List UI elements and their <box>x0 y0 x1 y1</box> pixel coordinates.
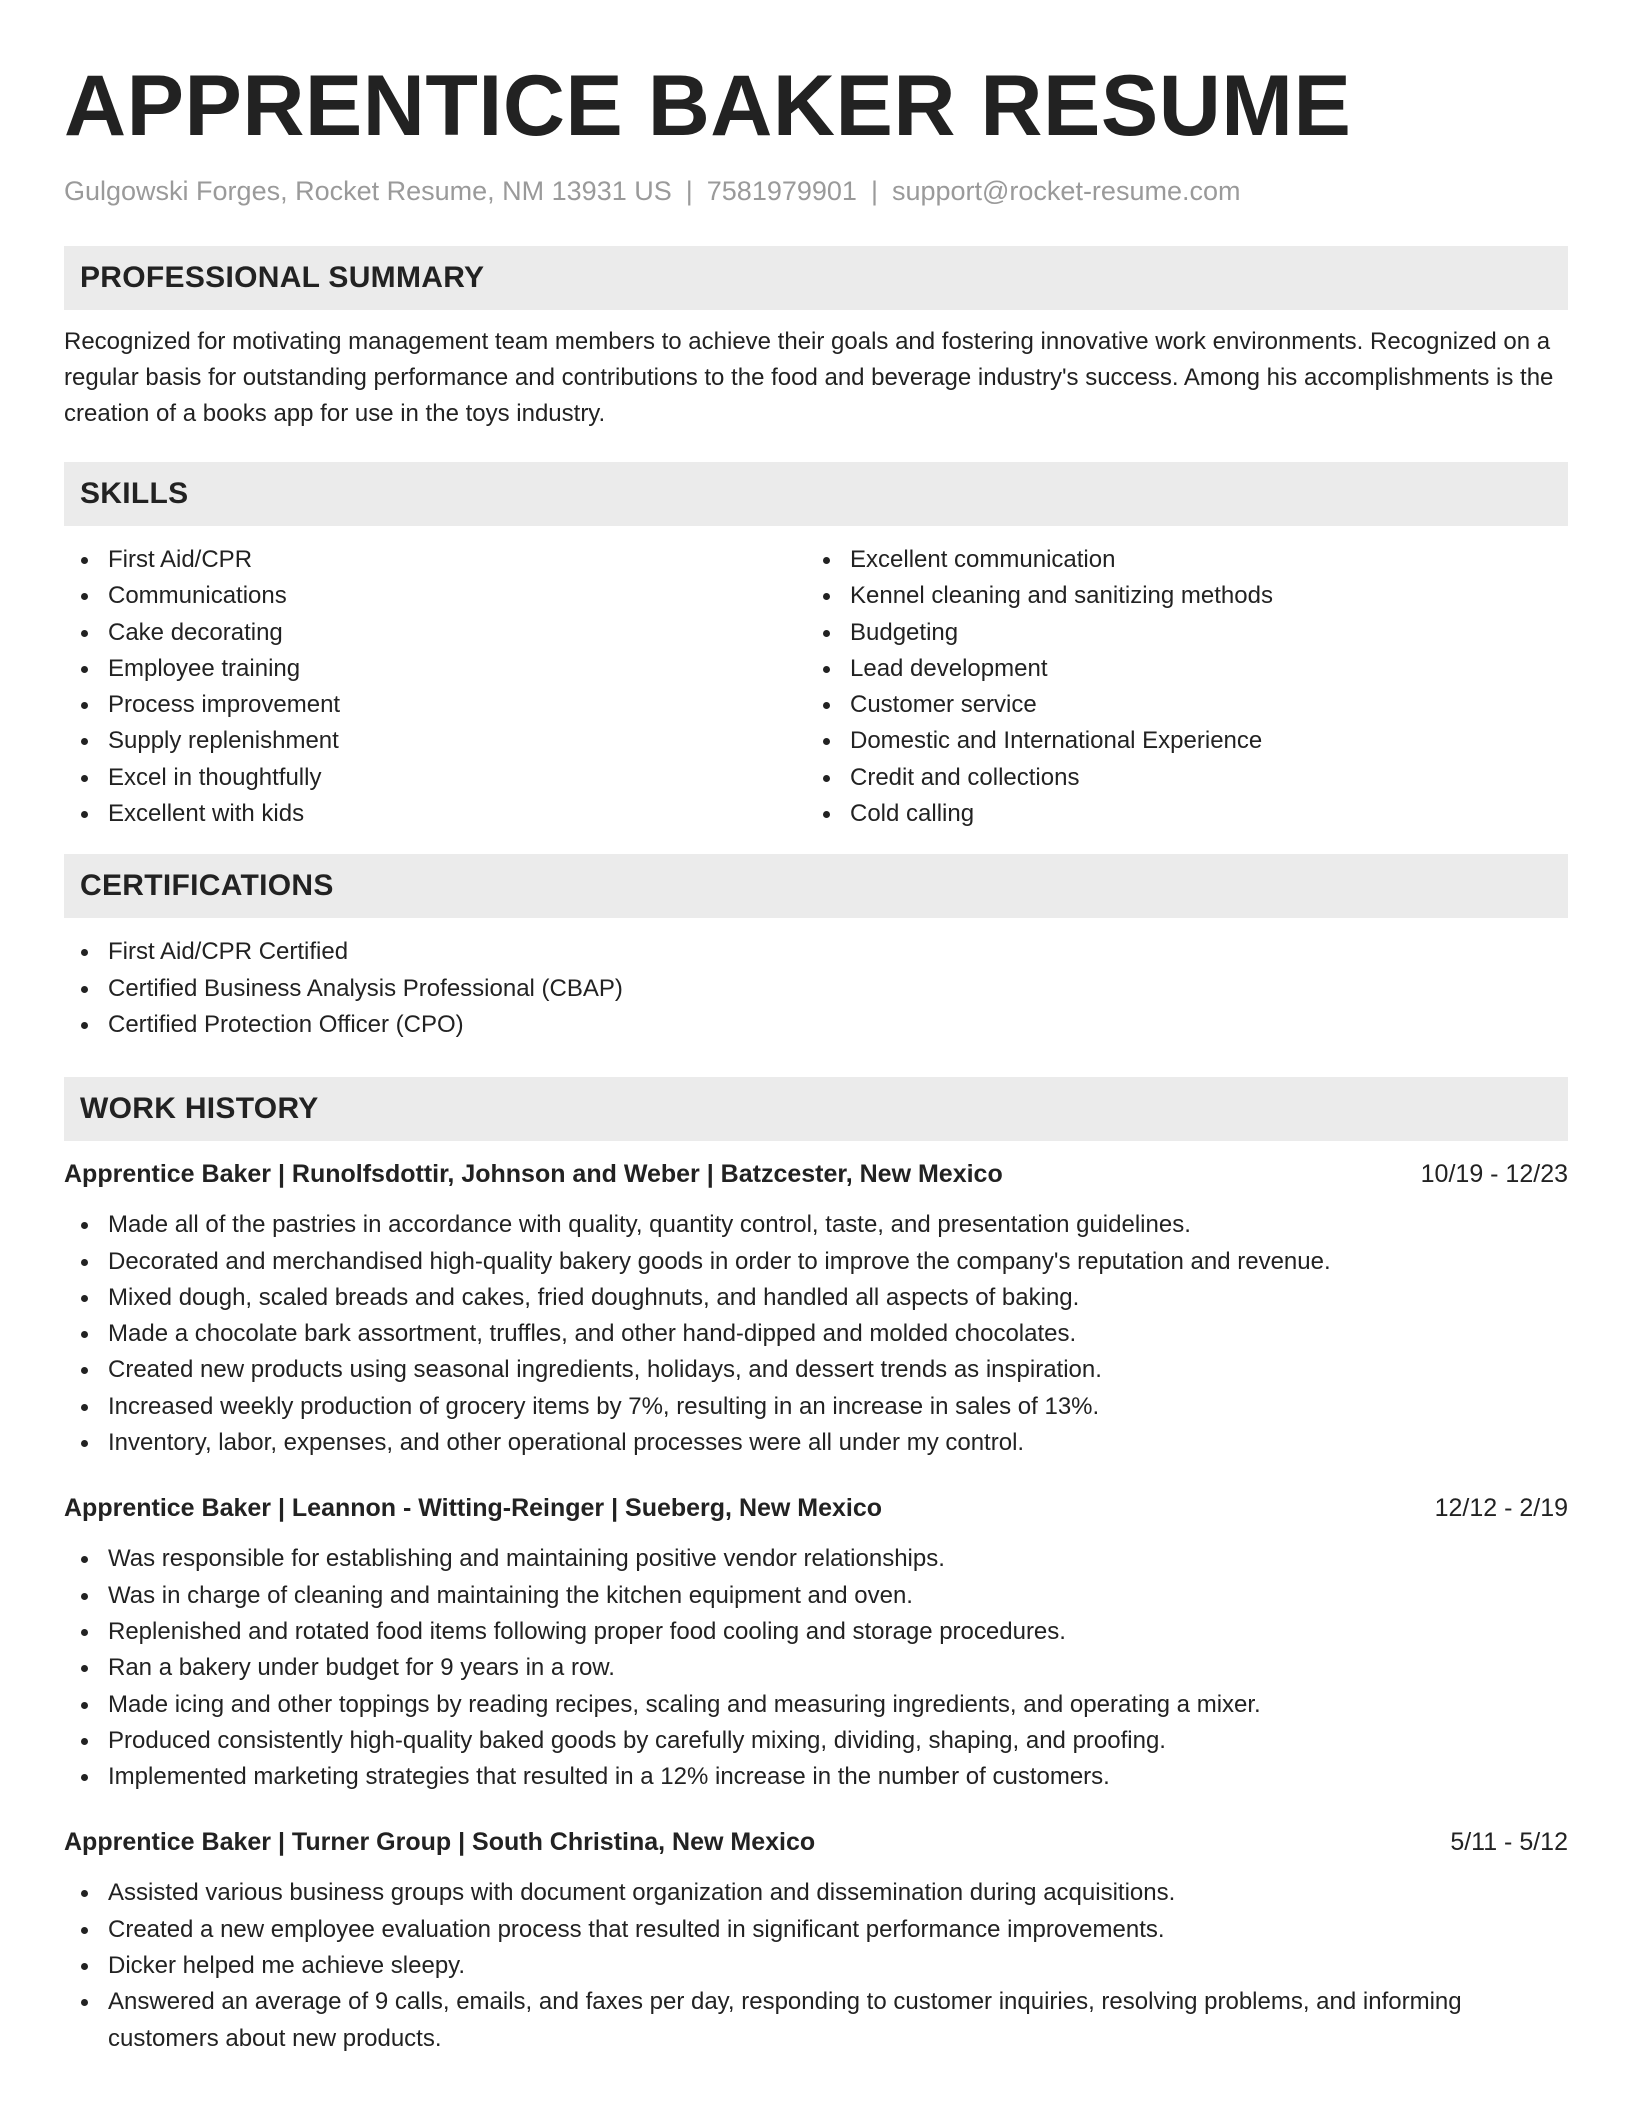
contact-line <box>64 174 1568 208</box>
job-bullet: Dicker helped me achieve sleepy. <box>64 1948 1568 1984</box>
job-entry <box>64 1157 1568 1461</box>
skills-heading: SKILLS <box>64 462 1568 526</box>
job-bullets <box>64 1875 1568 2056</box>
job-bullet: Increased weekly production of grocery items by 7%, resulting in an increase in sales of 13%. <box>64 1389 1568 1425</box>
certification-item: Certified Business Analysis Professional (CBAP) <box>64 971 1568 1007</box>
job-bullet: Replenished and rotated food items following proper food cooling and storage procedures. <box>64 1614 1568 1650</box>
skill-item: Lead development <box>806 651 1548 687</box>
job-bullets <box>64 1541 1568 1795</box>
job-title: Apprentice Baker | Leannon - Witting-Reinger | Sueberg, New Mexico <box>64 1494 883 1523</box>
skill-item: Kennel cleaning and sanitizing methods <box>806 578 1548 614</box>
certification-item: Certified Protection Officer (CPO) <box>64 1007 1568 1043</box>
contact-phone: 7581979901 <box>706 176 857 206</box>
skill-item: Employee training <box>64 651 806 687</box>
certification-item: First Aid/CPR Certified <box>64 934 1568 970</box>
skill-item: Credit and collections <box>806 760 1548 796</box>
job-entry <box>64 1825 1568 2056</box>
certifications-section <box>64 854 1568 1043</box>
skill-item: Budgeting <box>806 615 1548 651</box>
job-bullet: Created new products using seasonal ingredients, holidays, and dessert trends as inspiration. <box>64 1352 1568 1388</box>
contact-separator: | <box>870 176 878 206</box>
job-bullet: Made icing and other toppings by reading recipes, scaling and measuring ingredients, and operating a mixer. <box>64 1687 1568 1723</box>
job-title: Apprentice Baker | Runolfsdottir, Johnson and Weber | Batzcester, New Mexico <box>64 1160 1003 1189</box>
skill-item: Cold calling <box>806 796 1548 832</box>
summary-heading: PROFESSIONAL SUMMARY <box>64 246 1568 310</box>
job-bullet: Assisted various business groups with document organization and dissemination during acquisitions. <box>64 1875 1568 1911</box>
job-bullet: Was in charge of cleaning and maintaining the kitchen equipment and oven. <box>64 1578 1568 1614</box>
job-dates: 12/12 - 2/19 <box>1434 1494 1568 1523</box>
skill-item: Domestic and International Experience <box>806 723 1548 759</box>
job-bullet: Produced consistently high-quality baked goods by carefully mixing, dividing, shaping, and proofing. <box>64 1723 1568 1759</box>
job-bullet: Was responsible for establishing and maintaining positive vendor relationships. <box>64 1541 1568 1577</box>
skill-item: Communications <box>64 578 806 614</box>
skills-section <box>64 462 1568 832</box>
job-bullet: Ran a bakery under budget for 9 years in a row. <box>64 1650 1568 1686</box>
skill-item: Cake decorating <box>64 615 806 651</box>
skills-list-left <box>64 542 806 832</box>
skill-item: Excellent communication <box>806 542 1548 578</box>
job-dates: 5/11 - 5/12 <box>1450 1828 1568 1857</box>
job-bullet: Inventory, labor, expenses, and other operational processes were all under my control. <box>64 1425 1568 1461</box>
job-entry <box>64 1491 1568 1795</box>
job-bullet: Implemented marketing strategies that resulted in a 12% increase in the number of customers. <box>64 1759 1568 1795</box>
job-header <box>64 1491 1568 1525</box>
skill-item: Supply replenishment <box>64 723 806 759</box>
job-header <box>64 1825 1568 1859</box>
certifications-heading: CERTIFICATIONS <box>64 854 1568 918</box>
job-title: Apprentice Baker | Turner Group | South Christina, New Mexico <box>64 1828 816 1857</box>
summary-section <box>64 246 1568 432</box>
job-bullet: Answered an average of 9 calls, emails, and faxes per day, responding to customer inquiries, resolving problems, and informing customers about new products. <box>64 1984 1568 2057</box>
job-bullets <box>64 1207 1568 1461</box>
contact-address: Gulgowski Forges, Rocket Resume, NM 13931 US <box>64 176 672 206</box>
resume-title: APPRENTICE BAKER RESUME <box>64 58 1352 154</box>
certifications-list <box>64 934 1568 1043</box>
job-header <box>64 1157 1568 1191</box>
skill-item: Excel in thoughtfully <box>64 760 806 796</box>
job-bullet: Created a new employee evaluation process that resulted in significant performance improvements. <box>64 1912 1568 1948</box>
skill-item: Process improvement <box>64 687 806 723</box>
job-dates: 10/19 - 12/23 <box>1420 1160 1568 1189</box>
summary-text: Recognized for motivating management team members to achieve their goals and fostering innovative work environments. Recognized on a regular basis for outstanding performance and contributions to the food and beverage industry's success. Among his accomplishments is the creation of a books app for use in the toys industry. <box>64 328 1554 427</box>
skill-item: First Aid/CPR <box>64 542 806 578</box>
skill-item: Customer service <box>806 687 1548 723</box>
work-history-heading: WORK HISTORY <box>64 1077 1568 1141</box>
contact-separator: | <box>685 176 693 206</box>
job-bullet: Made all of the pastries in accordance with quality, quantity control, taste, and presentation guidelines. <box>64 1207 1568 1243</box>
skills-grid <box>64 542 1568 832</box>
job-bullet: Made a chocolate bark assortment, truffles, and other hand-dipped and molded chocolates. <box>64 1316 1568 1352</box>
skill-item: Excellent with kids <box>64 796 806 832</box>
job-bullet: Decorated and merchandised high-quality bakery goods in order to improve the company's reputation and revenue. <box>64 1244 1568 1280</box>
work-history-section <box>64 1077 1568 2057</box>
job-bullet: Mixed dough, scaled breads and cakes, fried doughnuts, and handled all aspects of baking. <box>64 1280 1568 1316</box>
contact-email: support@rocket-resume.com <box>891 176 1241 206</box>
skills-list-right <box>806 542 1548 832</box>
